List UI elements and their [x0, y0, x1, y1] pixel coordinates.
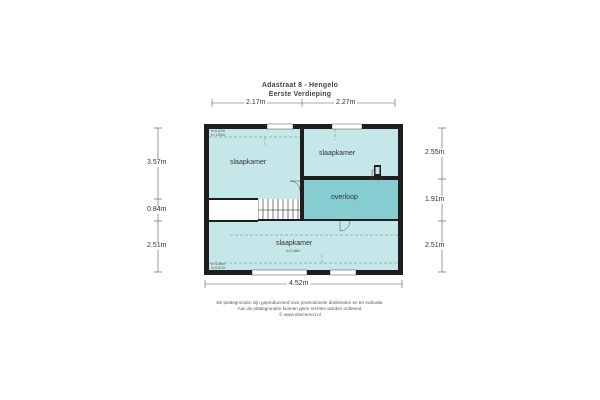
stair-void	[209, 199, 258, 221]
note-bottom-left-1: h<1.50m	[211, 262, 226, 266]
window-top-right	[332, 124, 362, 129]
dim-bottom: 4.52m	[289, 280, 309, 287]
dim-right-top: 2.55m	[425, 149, 445, 156]
dim-right-bottom: 2.51m	[425, 242, 445, 249]
window-top-left	[267, 124, 293, 129]
disclaimer-line-2: Aan de plattegronden kunnen geen rechten worden ontleend.	[237, 305, 363, 311]
plan-title: Adastraat 8 - Hengelo	[261, 82, 339, 89]
plan-subtitle: Eerste Verdieping	[268, 90, 332, 98]
dim-left-bottom: 2.51m	[147, 242, 167, 249]
dim-left-top: 3.57m	[147, 159, 167, 166]
dim-right-mid: 1.91m	[425, 196, 445, 203]
note-bottom-left-2: h<0.87m	[211, 266, 226, 270]
dim-top-left: 2.17m	[246, 99, 266, 106]
disclaimer-line-3: © www.obectenco.nl	[279, 311, 321, 317]
room-label-bedroom-left: slaapkamer	[230, 159, 267, 166]
disclaimer	[150, 300, 450, 317]
dim-top-right: 2.27m	[336, 99, 356, 106]
window-bottom-left	[252, 270, 307, 275]
note-top-left-2: h<1.50m	[211, 133, 226, 137]
room-label-landing: overloop	[331, 194, 358, 201]
room-label-bedroom-bottom: slaapkamer	[276, 240, 313, 247]
room-label-bedroom-right: slaapkamer	[319, 150, 356, 157]
window-bottom-right	[330, 270, 356, 275]
dim-left-mid: 0.84m	[147, 206, 167, 213]
note-top-left-1: h<0.87m	[211, 129, 226, 133]
disclaimer-line-1: De plattegronden zijn geproduceerd voor promotionele doeleinden en ter indicatie.	[216, 300, 384, 305]
room-note-bedroom-bottom: h<2.48m	[286, 249, 301, 253]
